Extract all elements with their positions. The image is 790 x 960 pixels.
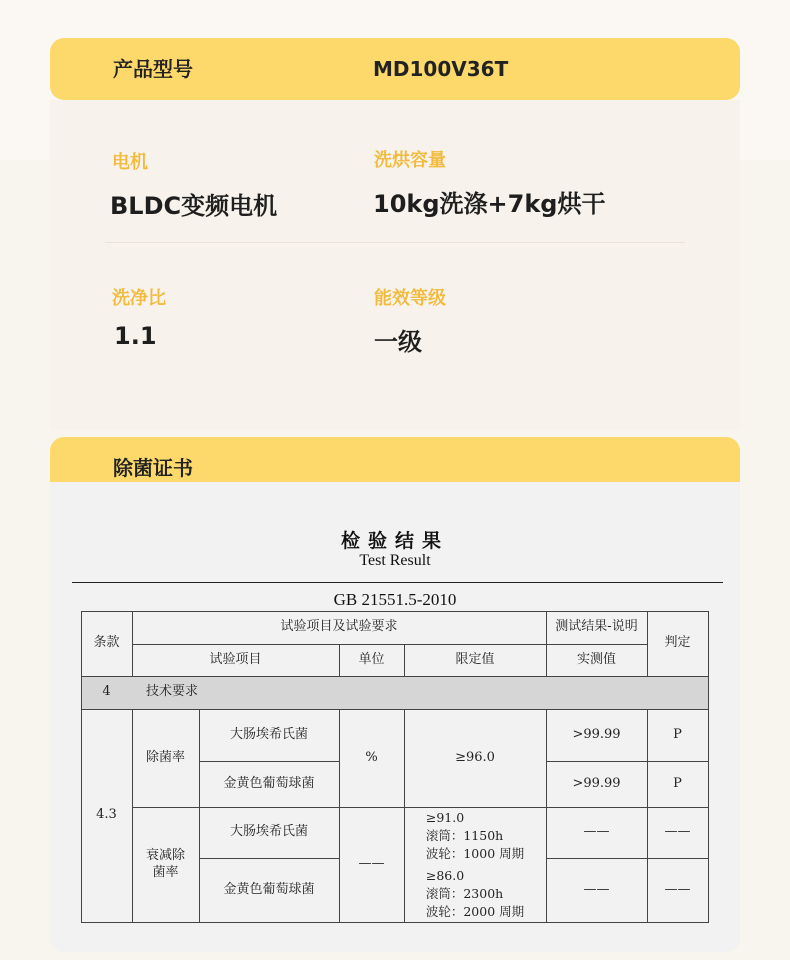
row4-limit-drum: 滚筒：2300h: [425, 886, 504, 902]
section-number: 4: [102, 684, 111, 700]
decay-name: 衰减除 菌率: [145, 847, 185, 880]
model-value: MD100V36T: [373, 57, 509, 81]
th-test-item: 试验项目: [209, 651, 262, 667]
standard-code: GB 21551.5-2010: [333, 590, 457, 609]
row3-measured: ——: [583, 824, 610, 840]
th-measured: 实测值: [576, 651, 616, 667]
spec-value-energy: 一级: [374, 328, 422, 356]
row3-limit-drum: 滚筒：1150h: [425, 828, 504, 844]
th-judge: 判定: [664, 635, 691, 651]
th-unit: 单位: [358, 651, 385, 667]
row4-limit-pulsator: 波轮：2000 周期: [425, 903, 525, 919]
row4-measured: ——: [583, 881, 610, 897]
rate-unit: %: [365, 749, 378, 765]
spec-value-wash-ratio: 1.1: [114, 322, 157, 350]
model-header-bar: [50, 38, 740, 100]
row3-limit: [404, 807, 546, 865]
row2-measured: >99.99: [572, 775, 621, 791]
row4-item: 金黄色葡萄球菌: [223, 881, 315, 897]
row4-judge: ——: [664, 881, 691, 897]
spec-label-energy: 能效等级: [374, 288, 446, 309]
row3-limit-pulsator: 波轮：1000 周期: [425, 845, 525, 861]
decay-unit: ——: [358, 856, 385, 872]
th-clause: 条款: [93, 635, 120, 651]
model-label: 产品型号: [113, 57, 193, 81]
section-name: 技术要求: [146, 684, 199, 700]
row3-judge: ——: [664, 824, 691, 840]
row4-limit-value: ≥86.0: [425, 868, 465, 884]
rate-name: 除菌率: [145, 749, 185, 765]
spec-value-motor: BLDC变频电机: [110, 192, 278, 220]
rate-limit: ≥96.0: [455, 749, 495, 765]
title-rule: [72, 582, 723, 583]
th-test-items-req: 试验项目及试验要求: [280, 619, 398, 635]
spec-label-wash-ratio: 洗净比: [112, 288, 166, 309]
row3-item: 大肠埃希氏菌: [229, 824, 308, 840]
certificate-title: 除菌证书: [113, 456, 193, 480]
row4-limit: [404, 865, 546, 923]
spec-divider: [105, 242, 685, 243]
result-title-cn: 检验结果: [340, 530, 449, 552]
result-title-en: Test Result: [359, 552, 431, 569]
spec-label-motor: 电机: [112, 152, 148, 173]
clause-number: 4.3: [96, 807, 117, 823]
row2-item: 金黄色葡萄球菌: [223, 775, 315, 791]
spec-value-capacity: 10kg洗涤+7kg烘干: [373, 190, 606, 218]
row3-limit-value: ≥91.0: [425, 810, 465, 826]
th-result-note: 测试结果-说明: [555, 619, 638, 635]
row2-judge: P: [673, 775, 682, 791]
row1-judge: P: [673, 726, 682, 742]
row1-measured: >99.99: [572, 726, 621, 742]
th-limit: 限定值: [455, 651, 495, 667]
spec-label-capacity: 洗烘容量: [374, 150, 446, 171]
row1-item: 大肠埃希氏菌: [229, 726, 308, 742]
